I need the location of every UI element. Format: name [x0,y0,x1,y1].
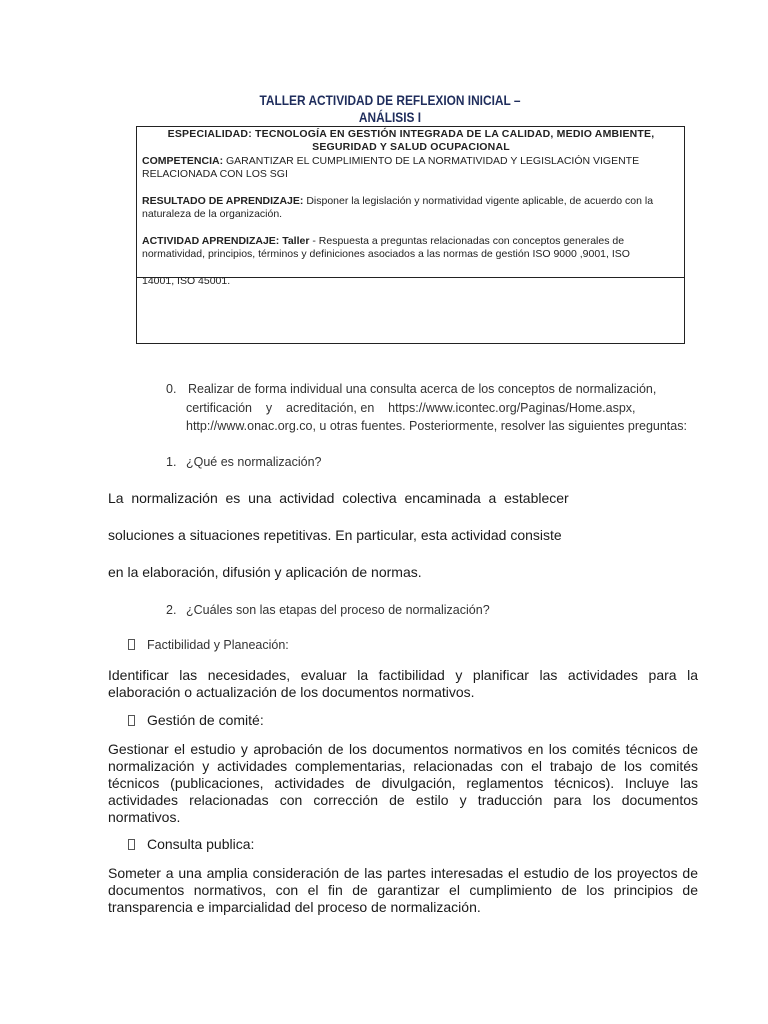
actividad-label: ACTIVIDAD APRENDIZAJE: Taller [142,235,310,247]
especialidad-line2: SEGURIDAD Y SALUD OCUPACIONAL [312,141,510,153]
stage-1-body: Identificar las necesidades, evaluar la factibilidad y planificar las actividades para la elaboración o actualización de los documentos normativos. [108,667,698,700]
item-0-line2: certificación y acreditación, en https://www.icontec.org/Paginas/Home.aspx, [186,401,636,415]
item-2-question: ¿Cuáles son las etapas del proceso de normalización? [186,603,490,617]
stage-3-body: Someter a una amplia consideración de las partes interesadas el estudio de los proyectos de documentos normativos, con el fin de garantizar el cumplimiento de los principios de transparencia e imparcialidad del proceso de normalización. [108,865,698,915]
competencia-label: COMPETENCIA: [142,155,224,167]
item-1-number: 1. [166,455,177,469]
document-title-line1: TALLER ACTIVIDAD DE REFLEXION INICIAL – [259,92,521,108]
stage-2-heading-row [128,712,264,728]
bullet-icon [128,839,135,850]
competencia-text: GARANTIZAR EL CUMPLIMIENTO DE LA NORMATIVIDAD Y LEGISLACIÓN VIGENTE RELACIONADA CON LOS SGI [142,155,640,180]
actividad-tail: 14001, ISO 45001. [142,275,231,287]
item-1-question: ¿Qué es normalización? [186,455,322,469]
actividad-text: - Respuesta a preguntas relacionadas con conceptos generales de normatividad, principios, términos y definiciones asociados a las normas de gestión ISO 9000 ,9001, ISO [142,235,630,260]
item-0-number: 0. [166,382,177,396]
stage-3-heading: Consulta publica: [147,836,255,852]
document-title-line2: ANÁLISIS I [358,109,422,125]
bullet-icon [128,639,135,650]
item-2-number: 2. [166,603,177,617]
stage-1-heading-row [128,638,289,652]
competencia-block [142,155,680,181]
resultado-text: Disponer la legislación y normatividad vigente aplicable, de acuerdo con la naturaleza de la organización. [142,195,654,220]
stage-3-heading-row [128,836,254,852]
item-0-line3: http://www.onac.org.co, u otras fuentes. Posteriormente, resolver las siguientes preguntas: [186,419,687,433]
stage-2-body: Gestionar el estudio y aprobación de los documentos normativos en los comités técnicos de normalización y actividades complementarias, relacionadas con el trabajo de los comités técnicos (publicaciones, actividades de divulgación, reglamentos técnicos). Incluye las actividades relacionadas con corrección de estilo y traducción para los documentos normativos. [108,741,698,825]
stage-2-heading: Gestión de comité: [147,712,264,728]
bullet-icon [128,715,135,726]
resultado-block [142,195,680,221]
especialidad-line1: ESPECIALIDAD: TECNOLOGÍA EN GESTIÓN INTEGRADA DE LA CALIDAD, MEDIO AMBIENTE, [167,128,655,140]
resultado-label: RESULTADO DE APRENDIZAJE: [142,195,304,207]
answer1-line1: La normalización es una actividad colectiva encaminada a establecer [108,490,569,506]
answer1-line2: soluciones a situaciones repetitivas. En particular, esta actividad consiste [108,527,562,543]
answer1-line3: en la elaboración, difusión y aplicación de normas. [108,564,422,580]
stage-1-heading: Factibilidad y Planeación: [147,638,289,652]
actividad-block [142,235,678,261]
item-0-line1: Realizar de forma individual una consulta acerca de los conceptos de normalización, [188,382,657,396]
